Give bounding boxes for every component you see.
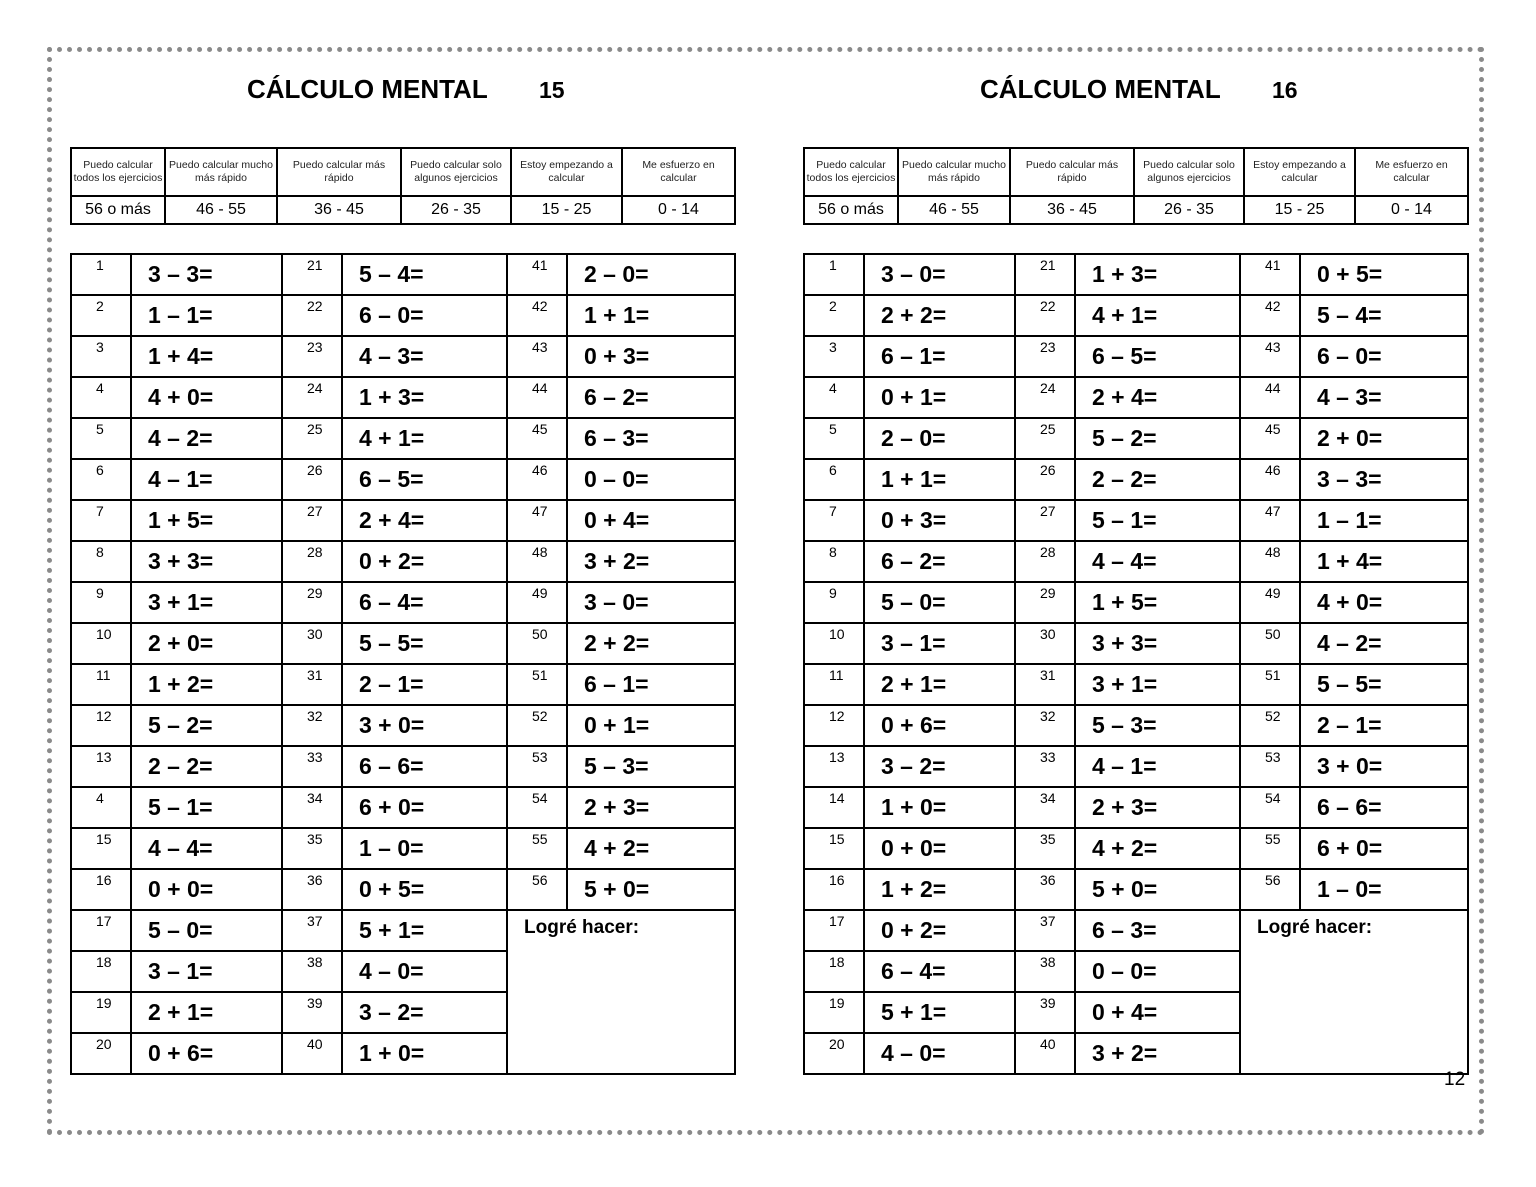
exercise-expression[interactable]: 3 – 2= [864,746,1015,787]
exercise-expression[interactable]: 5 – 2= [1075,418,1240,459]
exercise-expression[interactable]: 2 – 0= [864,418,1015,459]
exercise-expression[interactable]: 3 – 0= [567,582,735,623]
exercise-expression[interactable]: 5 – 0= [131,910,282,951]
exercise-number: 36 [282,869,342,910]
exercise-number: 29 [282,582,342,623]
exercise-expression[interactable]: 4 – 4= [131,828,282,869]
exercise-number: 45 [507,418,567,459]
exercise-number: 42 [507,295,567,336]
scale-level-label: Me esfuerzo en calcular [622,148,735,196]
exercise-number: 1 [71,254,131,295]
exercise-expression[interactable]: 6 – 5= [1075,336,1240,377]
exercise-expression[interactable]: 4 + 1= [1075,295,1240,336]
exercise-row [71,705,735,746]
exercise-number: 21 [282,254,342,295]
exercise-row [71,377,735,418]
exercise-expression[interactable]: 5 – 1= [1075,500,1240,541]
exercise-row [804,254,1468,295]
exercise-number: 21 [1015,254,1075,295]
exercise-row [71,746,735,787]
exercise-expression[interactable]: 4 + 2= [1075,828,1240,869]
exercise-number: 36 [1015,869,1075,910]
exercise-grid [70,253,736,1075]
exercise-expression[interactable]: 5 – 2= [131,705,282,746]
exercise-row [804,500,1468,541]
exercise-number: 15 [804,828,864,869]
worksheet-15 [70,0,734,1100]
exercise-expression[interactable]: 1 + 4= [131,336,282,377]
exercise-expression[interactable]: 6 – 3= [567,418,735,459]
exercise-number: 30 [282,623,342,664]
exercise-number: 19 [71,992,131,1033]
exercise-number: 37 [282,910,342,951]
exercise-expression[interactable]: 3 + 1= [131,582,282,623]
exercise-number: 32 [1015,705,1075,746]
exercise-expression[interactable]: 5 + 0= [567,869,735,910]
exercise-row [804,541,1468,582]
exercise-number: 52 [507,705,567,746]
exercise-number: 56 [507,869,567,910]
exercise-number: 15 [71,828,131,869]
exercise-number: 48 [1240,541,1300,582]
exercise-number: 17 [71,910,131,951]
exercise-row [71,541,735,582]
exercise-row [804,664,1468,705]
exercise-number: 11 [71,664,131,705]
result-label: Logré hacer: [524,917,640,938]
scale-level-label: Puedo calcular solo algunos ejercicios [401,148,511,196]
page-number: 12 [1444,1069,1466,1090]
exercise-expression[interactable]: 4 + 2= [567,828,735,869]
exercise-number: 33 [1015,746,1075,787]
exercise-row [71,500,735,541]
exercise-expression[interactable]: 0 – 0= [1075,951,1240,992]
exercise-number: 11 [804,664,864,705]
exercise-number: 46 [1240,459,1300,500]
exercise-expression[interactable]: 5 – 5= [1300,664,1468,705]
exercise-expression[interactable]: 4 – 3= [342,336,507,377]
exercise-number: 32 [282,705,342,746]
exercise-expression[interactable]: 6 – 1= [864,336,1015,377]
exercise-row [71,254,735,295]
exercise-number: 46 [507,459,567,500]
exercise-row [804,623,1468,664]
exercise-expression[interactable]: 5 – 1= [131,787,282,828]
exercise-expression[interactable]: 3 + 3= [1075,623,1240,664]
exercise-row [804,377,1468,418]
exercise-number: 5 [804,418,864,459]
exercise-expression[interactable]: 4 – 2= [131,418,282,459]
exercise-number: 39 [282,992,342,1033]
exercise-number: 26 [1015,459,1075,500]
exercise-number: 1 [804,254,864,295]
exercise-expression[interactable]: 4 – 0= [342,951,507,992]
exercise-expression[interactable]: 0 + 1= [864,377,1015,418]
exercise-row [804,582,1468,623]
exercise-expression[interactable]: 4 – 1= [1075,746,1240,787]
exercise-number: 53 [507,746,567,787]
scale-level-range: 36 - 45 [1010,196,1134,224]
exercise-number: 48 [507,541,567,582]
exercise-row [804,869,1468,910]
scale-level-label: Me esfuerzo en calcular [1355,148,1468,196]
exercise-row [71,869,735,910]
exercise-number: 2 [804,295,864,336]
exercise-number: 50 [507,623,567,664]
exercise-expression[interactable]: 6 + 0= [1300,828,1468,869]
exercise-row [71,623,735,664]
exercise-expression[interactable]: 5 + 0= [1075,869,1240,910]
exercise-expression[interactable]: 0 + 6= [131,1033,282,1074]
scale-level-range: 56 o más [804,196,898,224]
exercise-number: 25 [1015,418,1075,459]
exercise-row [71,910,735,951]
exercise-expression[interactable]: 0 + 1= [567,705,735,746]
scale-level-range: 0 - 14 [1355,196,1468,224]
exercise-number: 4 [71,377,131,418]
exercise-number: 28 [282,541,342,582]
exercise-expression[interactable]: 3 + 2= [567,541,735,582]
exercise-expression[interactable]: 6 – 5= [342,459,507,500]
exercise-number: 41 [1240,254,1300,295]
exercise-expression[interactable]: 5 – 5= [342,623,507,664]
exercise-expression[interactable]: 4 – 2= [1300,623,1468,664]
exercise-expression[interactable]: 4 – 1= [131,459,282,500]
exercise-number: 9 [71,582,131,623]
exercise-number: 3 [71,336,131,377]
scale-level-range: 26 - 35 [401,196,511,224]
exercise-expression[interactable]: 2 + 0= [131,623,282,664]
score-scale-table [70,147,736,225]
exercise-expression[interactable]: 5 + 1= [864,992,1015,1033]
worksheet-title [70,74,734,108]
exercise-expression[interactable]: 1 + 4= [1300,541,1468,582]
exercise-number: 38 [1015,951,1075,992]
exercise-number: 5 [71,418,131,459]
exercise-expression[interactable]: 4 – 0= [864,1033,1015,1074]
exercise-expression[interactable]: 1 + 5= [131,500,282,541]
exercise-expression[interactable]: 4 + 1= [342,418,507,459]
exercise-expression[interactable]: 2 + 4= [1075,377,1240,418]
exercise-number: 28 [1015,541,1075,582]
exercise-row [804,459,1468,500]
exercise-row [804,705,1468,746]
exercise-expression[interactable]: 2 + 1= [864,664,1015,705]
scale-level-range: 36 - 45 [277,196,401,224]
exercise-number: 30 [1015,623,1075,664]
exercise-expression[interactable]: 1 + 0= [864,787,1015,828]
exercise-expression[interactable]: 6 – 3= [1075,910,1240,951]
exercise-number: 6 [71,459,131,500]
exercise-expression[interactable]: 3 – 0= [864,254,1015,295]
exercise-number: 12 [804,705,864,746]
scale-level-label: Puedo calcular mucho más rápido [898,148,1010,196]
scale-level-range: 46 - 55 [165,196,277,224]
exercise-expression[interactable]: 3 – 1= [864,623,1015,664]
exercise-row [71,336,735,377]
exercise-number: 54 [1240,787,1300,828]
scale-level-label: Puedo calcular todos los ejercicios [71,148,165,196]
scale-level-range: 56 o más [71,196,165,224]
exercise-row [71,295,735,336]
exercise-number: 54 [507,787,567,828]
exercise-number: 45 [1240,418,1300,459]
exercise-expression[interactable]: 2 – 2= [1075,459,1240,500]
exercise-number: 31 [1015,664,1075,705]
exercise-expression[interactable]: 1 + 2= [864,869,1015,910]
exercise-number: 26 [282,459,342,500]
exercise-number: 51 [507,664,567,705]
exercise-number: 47 [1240,500,1300,541]
exercise-number: 24 [1015,377,1075,418]
exercise-row [804,418,1468,459]
exercise-expression[interactable]: 3 + 2= [1075,1033,1240,1074]
exercise-expression[interactable]: 0 + 4= [567,500,735,541]
exercise-number: 51 [1240,664,1300,705]
exercise-number: 9 [804,582,864,623]
exercise-expression[interactable]: 6 – 6= [342,746,507,787]
exercise-expression[interactable]: 0 + 2= [864,910,1015,951]
exercise-row [804,336,1468,377]
scale-level-range: 15 - 25 [511,196,622,224]
exercise-number: 10 [71,623,131,664]
exercise-row [71,582,735,623]
exercise-expression[interactable]: 1 + 1= [567,295,735,336]
exercise-number: 18 [804,951,864,992]
exercise-number: 16 [71,869,131,910]
exercise-expression[interactable]: 1 + 0= [342,1033,507,1074]
exercise-expression[interactable]: 6 – 4= [864,951,1015,992]
exercise-number: 29 [1015,582,1075,623]
exercise-number: 27 [282,500,342,541]
exercise-row [71,459,735,500]
exercise-expression[interactable]: 0 + 0= [864,828,1015,869]
exercise-expression[interactable]: 0 + 5= [342,869,507,910]
exercise-expression[interactable]: 0 + 0= [131,869,282,910]
scale-level-label: Puedo calcular solo algunos ejercicios [1134,148,1244,196]
exercise-expression[interactable]: 6 – 4= [342,582,507,623]
exercise-expression[interactable]: 6 – 2= [864,541,1015,582]
exercise-expression[interactable]: 4 – 3= [1300,377,1468,418]
exercise-number: 34 [282,787,342,828]
exercise-number: 25 [282,418,342,459]
exercise-number: 40 [1015,1033,1075,1074]
exercise-number: 8 [71,541,131,582]
exercise-number: 27 [1015,500,1075,541]
exercise-expression[interactable]: 2 + 3= [567,787,735,828]
worksheet-16 [803,0,1467,1100]
scale-level-label: Estoy empezando a calcular [511,148,622,196]
exercise-number: 34 [1015,787,1075,828]
scale-level-label: Puedo calcular todos los ejercicios [804,148,898,196]
exercise-expression[interactable]: 6 – 0= [342,295,507,336]
exercise-expression[interactable]: 1 – 0= [1300,869,1468,910]
exercise-number: 4 [71,787,131,828]
exercise-expression[interactable]: 1 – 0= [342,828,507,869]
exercise-expression[interactable]: 4 – 4= [1075,541,1240,582]
exercise-expression[interactable]: 6 – 2= [567,377,735,418]
result-label: Logré hacer: [1257,917,1373,938]
exercise-number: 49 [507,582,567,623]
result-box[interactable] [1240,910,1468,1074]
exercise-expression[interactable]: 0 + 2= [342,541,507,582]
exercise-expression[interactable]: 3 + 3= [131,541,282,582]
exercise-expression[interactable]: 5 – 3= [567,746,735,787]
exercise-number: 33 [282,746,342,787]
exercise-row [804,787,1468,828]
exercise-expression[interactable]: 5 – 0= [864,582,1015,623]
exercise-expression[interactable]: 0 + 5= [1300,254,1468,295]
exercise-number: 52 [1240,705,1300,746]
exercise-number: 47 [507,500,567,541]
worksheet-number: 15 [539,77,565,103]
exercise-number: 12 [71,705,131,746]
exercise-expression[interactable]: 0 – 0= [567,459,735,500]
exercise-number: 22 [1015,295,1075,336]
exercise-number: 38 [282,951,342,992]
exercise-number: 23 [1015,336,1075,377]
exercise-number: 4 [804,377,864,418]
scale-level-label: Puedo calcular más rápido [1010,148,1134,196]
title-text: CÁLCULO MENTAL [247,74,488,104]
exercise-row [71,664,735,705]
exercise-number: 22 [282,295,342,336]
exercise-expression[interactable]: 2 + 1= [131,992,282,1033]
exercise-number: 49 [1240,582,1300,623]
exercise-expression[interactable]: 1 – 1= [131,295,282,336]
exercise-row [71,418,735,459]
exercise-number: 7 [804,500,864,541]
exercise-expression[interactable]: 3 + 1= [1075,664,1240,705]
exercise-number: 19 [804,992,864,1033]
exercise-number: 24 [282,377,342,418]
score-scale-table [803,147,1469,225]
exercise-number: 23 [282,336,342,377]
result-box[interactable] [507,910,735,1074]
exercise-expression[interactable]: 4 + 0= [1300,582,1468,623]
exercise-number: 56 [1240,869,1300,910]
exercise-number: 2 [71,295,131,336]
exercise-number: 35 [1015,828,1075,869]
exercise-number: 20 [71,1033,131,1074]
exercise-number: 6 [804,459,864,500]
exercise-expression[interactable]: 5 – 3= [1075,705,1240,746]
scale-level-range: 15 - 25 [1244,196,1355,224]
exercise-expression[interactable]: 1 + 5= [1075,582,1240,623]
exercise-expression[interactable]: 5 + 1= [342,910,507,951]
exercise-row [71,787,735,828]
exercise-number: 37 [1015,910,1075,951]
exercise-expression[interactable]: 3 – 3= [131,254,282,295]
exercise-number: 40 [282,1033,342,1074]
scale-level-range: 26 - 35 [1134,196,1244,224]
exercise-expression[interactable]: 1 + 2= [131,664,282,705]
exercise-number: 43 [507,336,567,377]
exercise-expression[interactable]: 2 + 3= [1075,787,1240,828]
exercise-expression[interactable]: 1 + 3= [1075,254,1240,295]
exercise-expression[interactable]: 2 + 0= [1300,418,1468,459]
exercise-expression[interactable]: 3 – 3= [1300,459,1468,500]
worksheet-number: 16 [1272,77,1298,103]
exercise-expression[interactable]: 0 + 3= [567,336,735,377]
exercise-row [804,746,1468,787]
exercise-expression[interactable]: 3 – 2= [342,992,507,1033]
exercise-expression[interactable]: 1 + 3= [342,377,507,418]
exercise-expression[interactable]: 3 + 0= [342,705,507,746]
exercise-expression[interactable]: 3 – 1= [131,951,282,992]
exercise-number: 17 [804,910,864,951]
exercise-number: 8 [804,541,864,582]
exercise-expression[interactable]: 5 – 4= [1300,295,1468,336]
exercise-number: 7 [71,500,131,541]
exercise-number: 41 [507,254,567,295]
exercise-expression[interactable]: 0 + 4= [1075,992,1240,1033]
scale-level-range: 46 - 55 [898,196,1010,224]
exercise-expression[interactable]: 1 + 1= [864,459,1015,500]
exercise-expression[interactable]: 2 – 0= [567,254,735,295]
exercise-expression[interactable]: 2 + 4= [342,500,507,541]
exercise-expression[interactable]: 2 + 2= [567,623,735,664]
exercise-number: 53 [1240,746,1300,787]
exercise-number: 44 [507,377,567,418]
exercise-expression[interactable]: 6 – 1= [567,664,735,705]
exercise-number: 55 [1240,828,1300,869]
exercise-expression[interactable]: 0 + 3= [864,500,1015,541]
exercise-row [71,828,735,869]
exercise-number: 20 [804,1033,864,1074]
exercise-row [804,828,1468,869]
exercise-expression[interactable]: 3 + 0= [1300,746,1468,787]
exercise-expression[interactable]: 2 – 1= [1300,705,1468,746]
exercise-number: 16 [804,869,864,910]
exercise-expression[interactable]: 6 – 0= [1300,336,1468,377]
scale-level-label: Estoy empezando a calcular [1244,148,1355,196]
worksheet-title [803,74,1467,108]
exercise-row [804,910,1468,951]
exercise-number: 55 [507,828,567,869]
exercise-expression[interactable]: 4 + 0= [131,377,282,418]
exercise-number: 50 [1240,623,1300,664]
exercise-number: 18 [71,951,131,992]
exercise-expression[interactable]: 2 + 2= [864,295,1015,336]
exercise-number: 14 [804,787,864,828]
exercise-number: 39 [1015,992,1075,1033]
scale-level-label: Puedo calcular mucho más rápido [165,148,277,196]
title-text: CÁLCULO MENTAL [980,74,1221,104]
exercise-number: 31 [282,664,342,705]
exercise-expression[interactable]: 5 – 4= [342,254,507,295]
exercise-number: 13 [71,746,131,787]
exercise-expression[interactable]: 1 – 1= [1300,500,1468,541]
exercise-expression[interactable]: 6 + 0= [342,787,507,828]
exercise-number: 13 [804,746,864,787]
exercise-grid [803,253,1469,1075]
exercise-number: 43 [1240,336,1300,377]
exercise-number: 35 [282,828,342,869]
exercise-number: 44 [1240,377,1300,418]
exercise-expression[interactable]: 0 + 6= [864,705,1015,746]
exercise-number: 42 [1240,295,1300,336]
exercise-row [804,295,1468,336]
scale-level-range: 0 - 14 [622,196,735,224]
exercise-expression[interactable]: 2 – 1= [342,664,507,705]
exercise-expression[interactable]: 2 – 2= [131,746,282,787]
scale-level-label: Puedo calcular más rápido [277,148,401,196]
exercise-number: 10 [804,623,864,664]
exercise-number: 3 [804,336,864,377]
exercise-expression[interactable]: 6 – 6= [1300,787,1468,828]
